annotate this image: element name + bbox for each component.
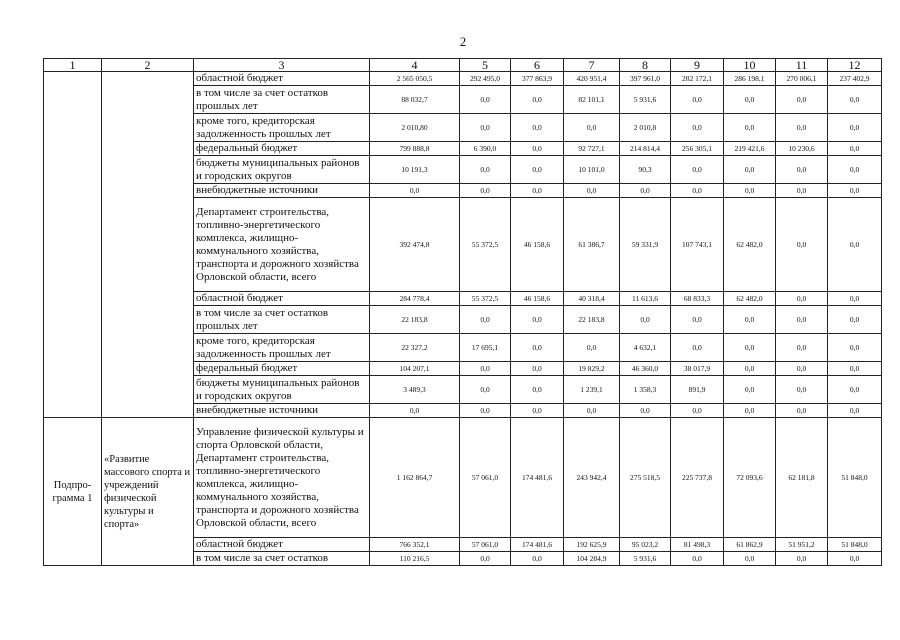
value-cell: 0,0 [620, 404, 671, 418]
row-label: в том числе за счет остатков [194, 552, 370, 566]
value-cell: 51 848,0 [828, 538, 882, 552]
value-cell: 0,0 [671, 86, 724, 114]
value-cell: 2 010,80 [370, 114, 460, 142]
value-cell: 0,0 [828, 114, 882, 142]
value-cell: 38 017,9 [671, 362, 724, 376]
value-cell: 0,0 [564, 114, 620, 142]
value-cell: 0,0 [620, 184, 671, 198]
row-label: в том числе за счет остатков прошлых лет [194, 86, 370, 114]
value-cell: 1 239,1 [564, 376, 620, 404]
value-cell: 214 814,4 [620, 142, 671, 156]
value-cell: 0,0 [724, 362, 776, 376]
value-cell: 891,9 [671, 376, 724, 404]
value-cell: 0,0 [776, 376, 828, 404]
value-cell: 174 481,6 [511, 538, 564, 552]
value-cell: 0,0 [460, 184, 511, 198]
value-cell: 68 833,3 [671, 292, 724, 306]
value-cell: 0,0 [828, 362, 882, 376]
value-cell: 57 061,0 [460, 538, 511, 552]
value-cell: 62 482,0 [724, 198, 776, 292]
value-cell: 4 632,1 [620, 334, 671, 362]
value-cell: 0,0 [511, 156, 564, 184]
value-cell: 0,0 [724, 86, 776, 114]
row-label: бюджеты муниципальных районов и городских округов [194, 156, 370, 184]
value-cell: 0,0 [776, 334, 828, 362]
header-cell: 5 [460, 59, 511, 72]
budget-table [43, 58, 882, 566]
value-cell: 0,0 [776, 404, 828, 418]
value-cell: 0,0 [511, 184, 564, 198]
value-cell: 3 489,3 [370, 376, 460, 404]
value-cell: 0,0 [776, 306, 828, 334]
header-cell: 6 [511, 59, 564, 72]
value-cell: 275 518,5 [620, 418, 671, 538]
value-cell: 0,0 [671, 114, 724, 142]
value-cell: 377 863,9 [511, 72, 564, 86]
value-cell: 107 743,1 [671, 198, 724, 292]
value-cell: 22 327,2 [370, 334, 460, 362]
row-label: областной бюджет [194, 538, 370, 552]
value-cell: 51 848,0 [828, 418, 882, 538]
value-cell: 0,0 [460, 362, 511, 376]
header-cell: 3 [194, 59, 370, 72]
value-cell: 0,0 [564, 334, 620, 362]
subprogram-number: Подпро-грамма 1 [44, 418, 102, 566]
value-cell: 110 216,5 [370, 552, 460, 566]
value-cell: 0,0 [370, 184, 460, 198]
header-cell: 9 [671, 59, 724, 72]
value-cell: 392 474,8 [370, 198, 460, 292]
header-cell: 1 [44, 59, 102, 72]
value-cell: 0,0 [828, 334, 882, 362]
value-cell: 81 498,3 [671, 538, 724, 552]
value-cell: 225 737,8 [671, 418, 724, 538]
value-cell: 61 386,7 [564, 198, 620, 292]
value-cell: 95 023,2 [620, 538, 671, 552]
row-label: кроме того, кредиторская задолженность прошлых лет [194, 334, 370, 362]
header-cell: 10 [724, 59, 776, 72]
row-label: федеральный бюджет [194, 362, 370, 376]
value-cell: 5 931,6 [620, 86, 671, 114]
table-row [44, 72, 882, 86]
header-cell: 4 [370, 59, 460, 72]
row-label: областной бюджет [194, 72, 370, 86]
value-cell: 5 931,6 [620, 552, 671, 566]
value-cell: 10 230,6 [776, 142, 828, 156]
value-cell: 270 006,1 [776, 72, 828, 86]
row-label: федеральный бюджет [194, 142, 370, 156]
value-cell: 0,0 [460, 156, 511, 184]
value-cell: 0,0 [671, 552, 724, 566]
value-cell: 46 158,6 [511, 292, 564, 306]
value-cell: 92 727,1 [564, 142, 620, 156]
value-cell: 22 183,8 [564, 306, 620, 334]
value-cell: 0,0 [724, 306, 776, 334]
value-cell: 0,0 [511, 376, 564, 404]
value-cell: 174 481,6 [511, 418, 564, 538]
value-cell: 0,0 [776, 362, 828, 376]
value-cell: 0,0 [828, 198, 882, 292]
subprogram-title: «Развитие массового спорта и учреждений физической культуры и спорта» [102, 418, 194, 566]
value-cell: 82 101,1 [564, 86, 620, 114]
value-cell: 61 862,9 [724, 538, 776, 552]
value-cell: 19 829,2 [564, 362, 620, 376]
value-cell: 0,0 [776, 156, 828, 184]
value-cell: 40 318,4 [564, 292, 620, 306]
value-cell: 59 331,9 [620, 198, 671, 292]
header-cell: 2 [102, 59, 194, 72]
value-cell: 0,0 [776, 114, 828, 142]
value-cell: 2 010,8 [620, 114, 671, 142]
value-cell: 286 198,1 [724, 72, 776, 86]
value-cell: 88 032,7 [370, 86, 460, 114]
value-cell: 292 495,0 [460, 72, 511, 86]
value-cell: 104 207,1 [370, 362, 460, 376]
value-cell: 0,0 [370, 404, 460, 418]
header-row [44, 59, 882, 72]
value-cell: 0,0 [776, 184, 828, 198]
value-cell: 55 372,5 [460, 292, 511, 306]
value-cell: 0,0 [671, 156, 724, 184]
value-cell: 0,0 [564, 404, 620, 418]
value-cell: 0,0 [511, 142, 564, 156]
value-cell: 0,0 [671, 306, 724, 334]
value-cell: 17 695,1 [460, 334, 511, 362]
value-cell: 0,0 [724, 376, 776, 404]
value-cell: 62 181,8 [776, 418, 828, 538]
row-label: бюджеты муниципальных районов и городских округов [194, 376, 370, 404]
value-cell: 0,0 [828, 184, 882, 198]
value-cell: 284 778,4 [370, 292, 460, 306]
value-cell: 0,0 [828, 142, 882, 156]
value-cell: 0,0 [511, 334, 564, 362]
value-cell: 0,0 [776, 86, 828, 114]
value-cell: 11 613,6 [620, 292, 671, 306]
value-cell: 0,0 [460, 404, 511, 418]
value-cell: 0,0 [460, 552, 511, 566]
value-cell: 0,0 [724, 156, 776, 184]
value-cell: 62 482,0 [724, 292, 776, 306]
value-cell: 243 942,4 [564, 418, 620, 538]
value-cell: 0,0 [828, 552, 882, 566]
value-cell: 397 961,0 [620, 72, 671, 86]
value-cell: 90,3 [620, 156, 671, 184]
value-cell: 0,0 [460, 86, 511, 114]
value-cell: 0,0 [724, 404, 776, 418]
value-cell: 0,0 [776, 198, 828, 292]
row-group-cell-col1 [44, 72, 102, 418]
value-cell: 104 284,9 [564, 552, 620, 566]
value-cell: 55 372,5 [460, 198, 511, 292]
value-cell: 219 421,6 [724, 142, 776, 156]
value-cell: 51 951,2 [776, 538, 828, 552]
value-cell: 237 402,9 [828, 72, 882, 86]
value-cell: 72 093,6 [724, 418, 776, 538]
value-cell: 0,0 [828, 292, 882, 306]
header-cell: 12 [828, 59, 882, 72]
value-cell: 0,0 [828, 156, 882, 184]
value-cell: 0,0 [828, 86, 882, 114]
value-cell: 0,0 [776, 552, 828, 566]
value-cell: 766 352,1 [370, 538, 460, 552]
value-cell: 10 191,3 [370, 156, 460, 184]
value-cell: 799 888,8 [370, 142, 460, 156]
value-cell: 0,0 [828, 306, 882, 334]
value-cell: 10 101,0 [564, 156, 620, 184]
value-cell: 2 565 050,5 [370, 72, 460, 86]
row-label: Департамент строительства, топливно-энергетического комплекса, жилищно-коммунального хозяйства, транспорта и дорожного хозяйства Орловской области, всего [194, 198, 370, 292]
value-cell: 0,0 [511, 306, 564, 334]
value-cell: 22 183,8 [370, 306, 460, 334]
value-cell: 0,0 [671, 404, 724, 418]
value-cell: 0,0 [671, 184, 724, 198]
value-cell: 192 625,9 [564, 538, 620, 552]
value-cell: 0,0 [511, 552, 564, 566]
value-cell: 1 358,3 [620, 376, 671, 404]
value-cell: 0,0 [828, 404, 882, 418]
value-cell: 0,0 [564, 184, 620, 198]
table-body [44, 59, 882, 566]
value-cell: 0,0 [511, 362, 564, 376]
header-cell: 7 [564, 59, 620, 72]
row-label: в том числе за счет остатков прошлых лет [194, 306, 370, 334]
value-cell: 6 390,0 [460, 142, 511, 156]
value-cell: 46 158,6 [511, 198, 564, 292]
row-label: областной бюджет [194, 292, 370, 306]
value-cell: 0,0 [460, 114, 511, 142]
row-group-cell-col2 [102, 72, 194, 418]
value-cell: 0,0 [671, 334, 724, 362]
header-cell: 11 [776, 59, 828, 72]
header-cell: 8 [620, 59, 671, 72]
value-cell: 0,0 [724, 552, 776, 566]
row-label: кроме того, кредиторская задолженность прошлых лет [194, 114, 370, 142]
value-cell: 57 061,0 [460, 418, 511, 538]
value-cell: 0,0 [724, 334, 776, 362]
value-cell: 0,0 [620, 306, 671, 334]
value-cell: 1 162 864,7 [370, 418, 460, 538]
row-label: внебюджетные источники [194, 404, 370, 418]
value-cell: 0,0 [511, 404, 564, 418]
value-cell: 0,0 [511, 114, 564, 142]
value-cell: 0,0 [511, 86, 564, 114]
value-cell: 0,0 [460, 306, 511, 334]
value-cell: 0,0 [724, 184, 776, 198]
row-label: Управление физической культуры и спорта Орловской области, Департамент строительства, топливно-энергетического комплекса, жилищно-коммунального хозяйства, транспорта и дорожного хозяйства Орловской области, всего [194, 418, 370, 538]
value-cell: 0,0 [828, 376, 882, 404]
value-cell: 0,0 [460, 376, 511, 404]
value-cell: 282 172,1 [671, 72, 724, 86]
value-cell: 46 360,0 [620, 362, 671, 376]
page-number: 2 [459, 34, 467, 49]
value-cell: 0,0 [776, 292, 828, 306]
row-label: внебюджетные источники [194, 184, 370, 198]
value-cell: 256 305,1 [671, 142, 724, 156]
value-cell: 420 951,4 [564, 72, 620, 86]
value-cell: 0,0 [724, 114, 776, 142]
table-row [44, 418, 882, 538]
